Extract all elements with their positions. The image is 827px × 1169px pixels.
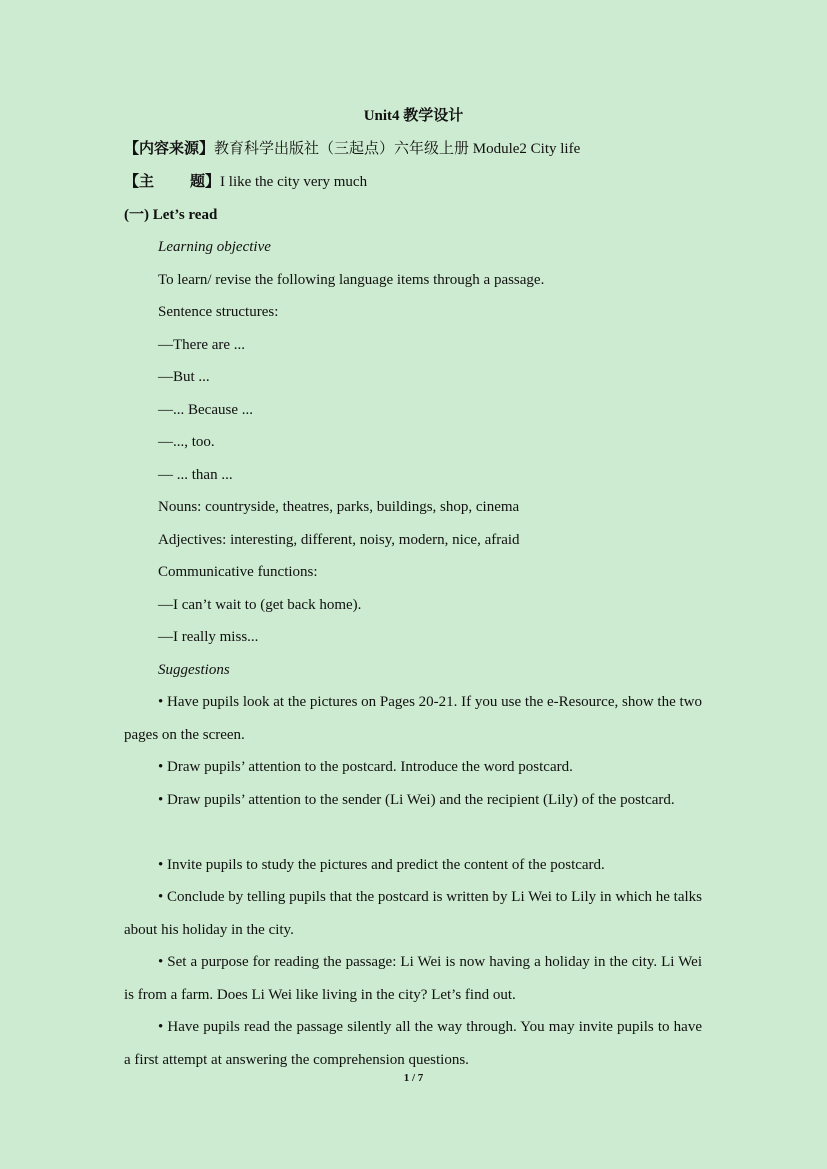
structure-item: —But ... <box>158 369 210 385</box>
suggestion-bullet: • Draw pupils’ attention to the postcard. Introduce the word postcard. <box>158 759 573 775</box>
structure-item: —There are ... <box>158 337 246 353</box>
adjectives-line: Adjectives: interesting, different, noisy, modern, nice, afraid <box>158 532 520 548</box>
suggestion-bullet: • Conclude by telling pupils that the postcard is written by Li Wei to Lily in which he talks about his holiday in the city. <box>124 889 702 938</box>
structure-item: — ... than ... <box>158 467 233 483</box>
suggestion-bullet: • Draw pupils’ attention to the sender (Li Wei) and the recipient (Lily) of the postcard. <box>158 792 675 808</box>
document-title: Unit4 教学设计 <box>363 108 464 124</box>
topic-label-start: 【主 <box>124 174 155 190</box>
section-heading: (一) Let’s read <box>124 207 218 223</box>
structure-item: —... Because ... <box>158 402 253 418</box>
nouns-line: Nouns: countryside, theatres, parks, buildings, shop, cinema <box>158 499 520 515</box>
structure-item: —..., too. <box>158 434 215 450</box>
content-source-label: 【内容来源】 <box>124 141 215 157</box>
topic-value: I like the city very much <box>220 174 368 190</box>
objective-line: To learn/ revise the following language items through a passage. <box>158 272 545 288</box>
function-item: —I really miss... <box>158 629 259 645</box>
suggestion-bullet: • Set a purpose for reading the passage: Li Wei is now having a holiday in the city. Li Wei is from a farm. Does Li Wei like living in the city? Let’s find out. <box>124 954 702 1003</box>
content-source-value: 教育科学出版社（三起点）六年级上册 Module2 City life <box>214 141 581 157</box>
function-item: —I can’t wait to (get back home). <box>158 597 362 613</box>
communicative-functions-label: Communicative functions: <box>158 564 318 580</box>
suggestion-bullet: • Have pupils read the passage silently all the way through. You may invite pupils to have a first attempt at answering the comprehension questions. <box>124 1019 702 1068</box>
topic-row <box>124 170 367 194</box>
suggestion-bullet: • Invite pupils to study the pictures and predict the content of the postcard. <box>158 857 605 873</box>
sentence-structures-label: Sentence structures: <box>158 304 279 320</box>
page-number: 1 / 7 <box>403 1072 424 1084</box>
suggestion-bullet: • Have pupils look at the pictures on Pages 20-21. If you use the e-Resource, show the two pages on the screen. <box>124 694 702 743</box>
content-source-row <box>124 137 580 161</box>
suggestions-heading: Suggestions <box>158 662 230 678</box>
learning-objective-heading: Learning objective <box>158 239 271 255</box>
topic-label-end: 题】 <box>190 174 221 190</box>
